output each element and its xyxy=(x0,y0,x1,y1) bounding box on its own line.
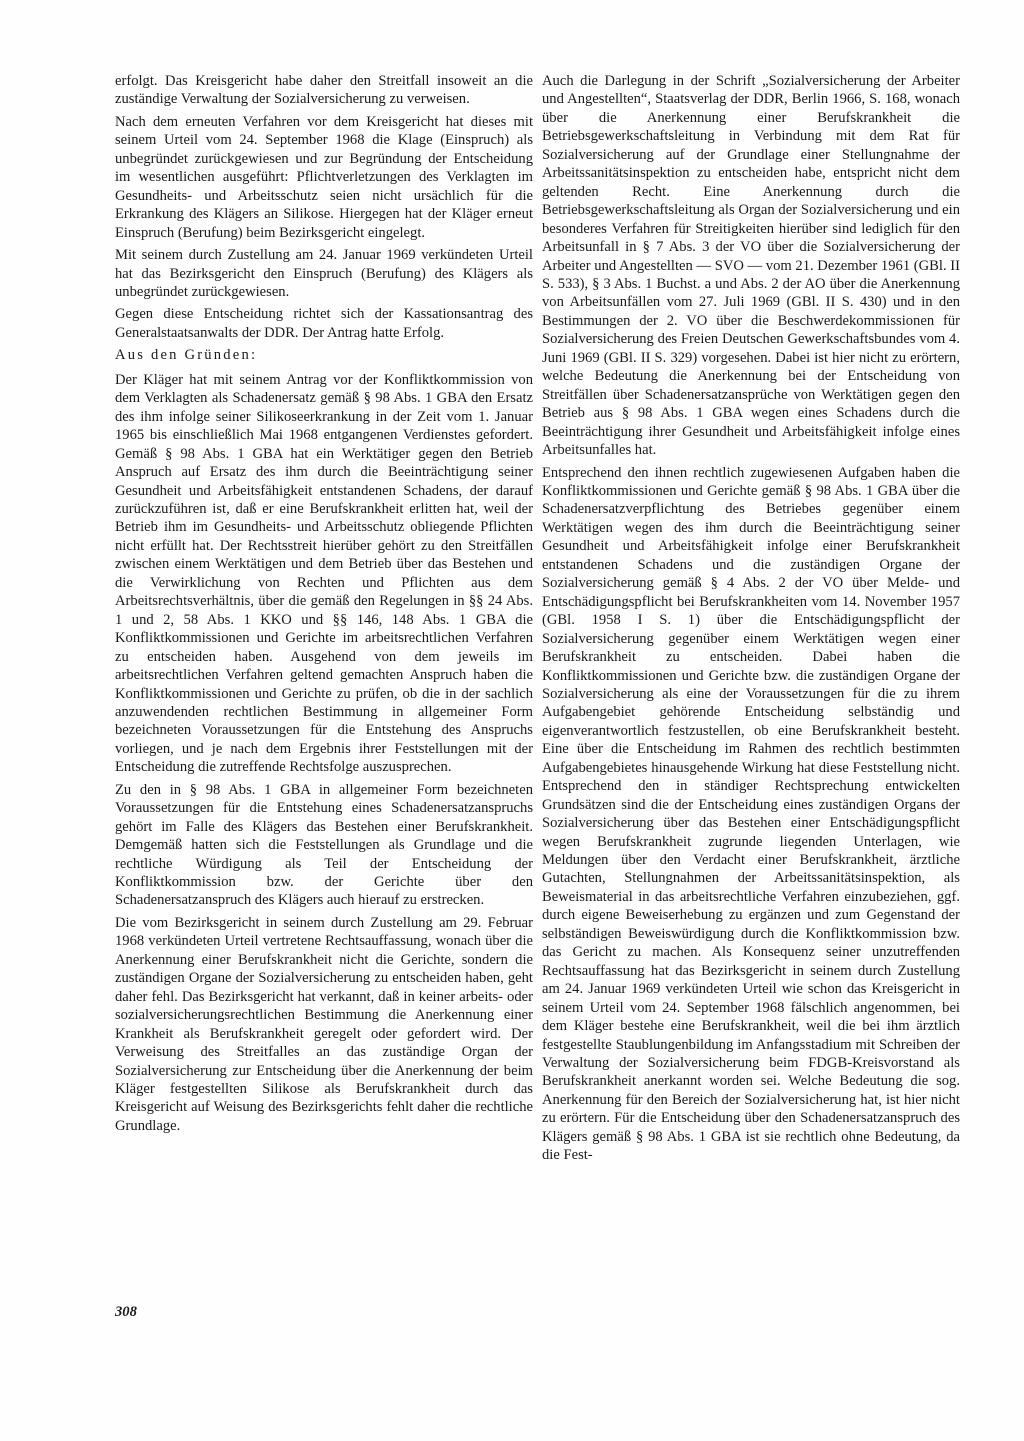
section-heading: Aus den Gründen: xyxy=(115,347,258,364)
paragraph: Entsprechend den ihnen rechtlich zugewiesenen Aufgaben haben die Konfliktkommissionen und Gerichte gemäß § 98 Abs. 1 GBA über die Schadenersatzverpflichtung des Betriebes gegenüber einem Werktätigen wegen des ihm durch die Beeinträchtigung seiner Gesundheit und Arbeitsfähigkeit infolge einer Berufskrankheit entstandenen Schadens und die zuständigen Organe der Sozialversicherung gemäß § 4 Abs. 2 der VO über Melde- und Entschädigungspflicht bei Berufskrankheiten vom 14. November 1957 (GBl. 1958 I S. 1) über die Entschädigungspflicht der Sozialversicherung gegenüber einem Werktätigen wegen einer Berufskrankheit zu entscheiden. Dabei haben die Konfliktkommissionen und Gerichte bzw. die zuständigen Organe der Sozialversicherung als eine der Voraussetzungen für die zu ihrem Aufgabengebiet gehörende Entscheidung selbständig und eigenverantwortlich festzustellen, ob eine Berufskrankheit besteht. Eine über die Entscheidung im Rahmen des rechtlich bestimmten Aufgabengebietes hinausgehende Wirkung hat diese Feststellung nicht. Entsprechend den in ständiger Rechtsprechung entwickelten Grundsätzen sind die der Entscheidung eines zuständigen Organs der Sozialversicherung über das Bestehen einer Entschädigungspflicht wegen Berufskrankheit zugrunde liegenden Unterlagen, wie Meldungen über den Verdacht einer Berufskrankheit, ärztliche Gutachten, Stellungnahmen der Arbeitssanitätsinspektion, als Beweismaterial in das arbeitsrechtliche Verfahren einzubeziehen, ggf. durch eigene Beweiserhebung zu ergänzen und zum Gegenstand der selbständigen Beweiswürdigung durch die Konfliktkommission bzw. das Gericht zu machen. Als Konsequenz seiner unzutreffenden Rechtsauffassung hat das Bezirksgericht in seinem durch Zustellung am 24. Januar 1969 verkündeten Urteil wie schon das Kreisgericht in seinem Urteil vom 24. September 1968 fälschlich angenommen, bei dem Kläger bestehe eine Berufskrankheit, weil die bei ihm ärztlich festgestellte Staublungenbildung im Anfangsstadium mit Schreiben der Verwaltung der Sozialversicherung beim FDGB-Kreisvorstand als Berufskrankheit anerkannt worden sei. Welche Bedeutung die sog. Anerkennung für den Bereich der Sozialversicherung hat, ist hier nicht zu erörtern. Für die Entscheidung über den Schadenersatzanspruch des Klägers gemäß § 98 Abs. 1 GBA ist sie rechtlich ohne Bedeutung, da die Fest- xyxy=(542,464,960,1164)
paragraph: Nach dem erneuten Verfahren vor dem Kreisgericht hat dieses mit seinem Urteil vom 24. September 1968 die Klage (Einspruch) als unbegründet zurückgewiesen und zur Begründung der Entscheidung im wesentlichen ausgeführt: Pflichtverletzungen des Verklagten im Gesundheits- und Arbeitsschutz seien nicht ursächlich für die Erkrankung des Klägers an Silikose. Hiergegen hat der Kläger erneut Einspruch (Berufung) beim Bezirksgericht eingelegt. xyxy=(115,113,533,241)
paragraph: Gegen diese Entscheidung richtet sich der Kassationsantrag des Generalstaatsanwalts der DDR. Der Antrag hatte Erfolg. xyxy=(115,306,533,341)
paragraph: erfolgt. Das Kreisgericht habe daher den Streitfall insoweit an die zuständige Verwaltung der Sozialversicherung zu verweisen. xyxy=(115,73,533,108)
paragraph: Zu den in § 98 Abs. 1 GBA in allgemeiner Form bezeichneten Voraussetzungen für die Entstehung eines Schadenersatzanspruchs gehört im Falle des Klägers das Bestehen einer Berufskrankheit. Demgemäß hatten sich die Feststellungen als Grundlage und die rechtliche Würdigung als Teil der Entscheidung der Konfliktkommission bzw. der Gerichte über den Schadenersatzanspruch des Klägers auch hierauf zu erstrecken. xyxy=(115,781,533,909)
page-number: 308 xyxy=(115,1304,137,1320)
left-column xyxy=(115,72,533,1135)
paragraph: Der Kläger hat mit seinem Antrag vor der Konfliktkommission von dem Verklagten als Schadenersatz gemäß § 98 Abs. 1 GBA den Ersatz des ihm infolge seiner Silikoseerkrankung in der Zeit vom 1. Januar 1965 bis einschließlich Mai 1968 entgangenen Verdienstes gefordert. Gemäß § 98 Abs. 1 GBA hat ein Werktätiger gegen den Betrieb Anspruch auf Ersatz des ihm durch die Beeinträchtigung seiner Gesundheit und Arbeitsfähigkeit entstandenen Schadens, der darauf zurückzuführen ist, daß er eine Berufskrankheit erlitten hat, weil der Betrieb ihm im Gesundheits- und Arbeitsschutz obliegende Pflichten nicht erfüllt hat. Der Rechtsstreit hierüber gehört zu den Streitfällen zwischen einem Werktätigen und dem Betrieb über das Bestehen und die Verwirklichung von Rechten und Pflichten aus dem Arbeitsrechtsverhältnis, über die gemäß den Regelungen in §§ 24 Abs. 1 und 2, 58 Abs. 1 KKO und §§ 146, 148 Abs. 1 GBA die Konfliktkommissionen und Gerichte im arbeitsrechtlichen Verfahren zu entscheiden haben. Ausgehend von dem jeweils im arbeitsrechtlichen Verfahren geltend gemachten Anspruch haben die Konfliktkommissionen und Gerichte zu prüfen, ob die in der sachlich anzuwendenden rechtlichen Bestimmung in allgemeiner Form bezeichneten Voraussetzungen für die Entstehung des Anspruchs vorliegen, und je nach dem Ergebnis ihrer Feststellungen mit der Entscheidung die zutreffende Rechtsfolge auszusprechen. xyxy=(115,371,533,776)
paragraph: Die vom Bezirksgericht in seinem durch Zustellung am 29. Februar 1968 verkündeten Urteil vertretene Rechtsauffassung, wonach über die Anerkennung einer Berufskrankheit nicht die Gerichte, sondern die zuständigen Organe der Sozialversicherung zu entscheiden haben, geht daher fehl. Das Bezirksgericht hat verkannt, daß in keiner arbeits- oder sozialversicherungsrechtlichen Bestimmung die Anerkennung einer Krankheit als Berufskrankheit geregelt oder gefordert wird. Der Verweisung des Streitfalles an das zuständige Organ der Sozialversicherung zur Entscheidung über die Anerkennung der beim Kläger festgestellten Silikose als Berufskrankheit durch das Kreisgericht auf Weisung des Bezirksgerichts fehlt daher die rechtliche Grundlage. xyxy=(115,914,533,1134)
right-column xyxy=(542,72,960,1165)
paragraph: Auch die Darlegung in der Schrift „Sozialversicherung der Arbeiter und Angestellten“, Staatsverlag der DDR, Berlin 1966, S. 168, wonach über die Anerkennung einer Berufskrankheit die Betriebsgewerkschaftsleitung in Verbindung mit dem Rat für Sozialversicherung auf der Grundlage einer Stellungnahme der Arbeitssanitätsinspektion zu entscheiden habe, entspricht nicht dem geltenden Recht. Eine Anerkennung durch die Betriebsgewerkschaftsleitung als Organ der Sozialversicherung und ein besonderes Verfahren für Streitigkeiten hierüber sind lediglich für den Arbeitsunfall in § 7 Abs. 3 der VO über die Sozialversicherung der Arbeiter und Angestellten — SVO — vom 21. Dezember 1961 (GBl. II S. 533), § 3 Abs. 1 Buchst. a und Abs. 2 der AO über die Anerkennung von Arbeitsunfällen vom 27. Juli 1969 (GBl. II S. 430) und in den Bestimmungen der 2. VO über die Beschwerdekommissionen für Sozialversicherung des Freien Deutschen Gewerkschaftsbundes vom 4. Juni 1969 (GBl. II S. 329) vorgesehen. Dabei ist hier nicht zu erörtern, welche Bedeutung die Anerkennung bei der Entscheidung von Streitfällen über Schadenersatzansprüche von Werktätigen gegen den Betrieb aus § 98 Abs. 1 GBA wegen eines Schadens durch die Beeinträchtigung ihrer Gesundheit und Arbeitsfähigkeit infolge eines Arbeitsunfalles hat. xyxy=(542,73,960,459)
paragraph: Mit seinem durch Zustellung am 24. Januar 1969 verkündeten Urteil hat das Bezirksgericht den Einspruch (Berufung) des Klägers als unbegründet zurückgewiesen. xyxy=(115,247,533,300)
